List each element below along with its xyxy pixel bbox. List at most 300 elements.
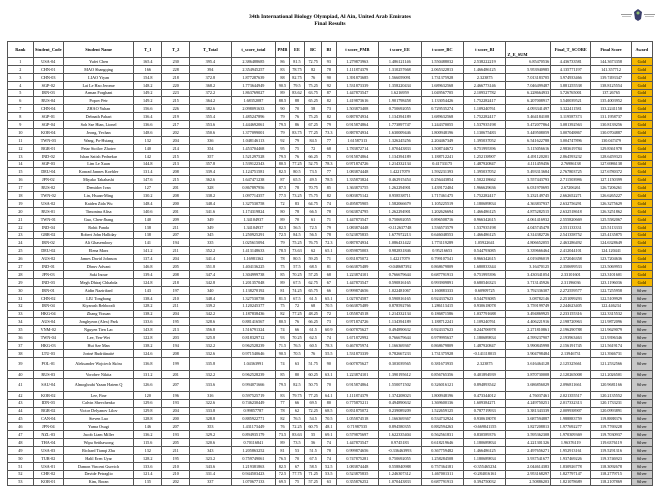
t-total-cell: 349 xyxy=(190,215,231,223)
award-badge: Silver xyxy=(631,439,652,447)
t1-cell: 120 xyxy=(134,391,162,399)
column-header[interactable]: t score_PMB xyxy=(336,42,378,58)
t2-cell: 203 xyxy=(162,334,190,342)
t-score-pmb-cell: 1.083874448 xyxy=(336,168,378,176)
student-code-cell: CHN-01 xyxy=(33,65,63,73)
t-score-ee-cell: 1.262294901 xyxy=(379,184,421,192)
column-header[interactable]: Rank xyxy=(8,42,34,58)
z-e-sum-cell: 5.449508059 xyxy=(506,129,551,137)
final-score-cell: 121.9396346 xyxy=(591,334,631,342)
t-score-pmb-cell: 0.943874795 xyxy=(336,207,378,215)
z-e-sum-cell: 2.271810861 xyxy=(506,326,551,334)
award-badge: Silver xyxy=(631,462,652,470)
t-score-bc-cell: 1.536573579 xyxy=(421,223,463,231)
t-score-pmb-cell: 1.223874101 xyxy=(336,271,378,279)
bi-cell: 92 xyxy=(322,81,337,89)
final-t-score-cell: 2.096811661 xyxy=(551,378,591,391)
student-code-cell: VNM-02 xyxy=(33,326,63,334)
rank-cell: 16 xyxy=(8,176,34,184)
final-t-score-cell: 2.193963463 xyxy=(551,334,591,342)
z-e-sum-cell: 5.464184108 xyxy=(506,113,551,121)
column-header[interactable]: T_1 xyxy=(134,42,162,58)
t-score-ee-cell: 0.766679644 xyxy=(379,271,421,279)
award-badge: Gold xyxy=(631,136,652,144)
t-total-cell: 349 xyxy=(190,223,231,231)
award-badge: Silver xyxy=(631,431,652,439)
ee-cell: 83.63 xyxy=(289,431,305,439)
t-score-ee-cell: 1.6216959 xyxy=(379,89,421,97)
bc-cell: 58.5 xyxy=(305,462,322,470)
column-header[interactable]: BC xyxy=(305,42,322,58)
t-score-total-cell: 2.354945257 xyxy=(231,65,276,73)
student-name-cell: Victor Delyanov Lilov xyxy=(63,407,133,415)
student-name-cell: Popov Petr xyxy=(63,97,133,105)
student-name-cell: Arman Forghani xyxy=(63,89,133,97)
bi-cell: 90 xyxy=(322,73,337,81)
rank-cell: 46 xyxy=(8,423,34,431)
t-score-pmb-cell: 1.363873755 xyxy=(336,184,378,192)
t-score-bc-cell: 1.258284508 xyxy=(421,454,463,462)
t-score-bc-cell: 1.522659125 xyxy=(421,407,463,415)
student-name-cell: Kim, Boran xyxy=(63,478,133,486)
final-t-score-cell: 2.244623405 xyxy=(551,302,591,310)
t-score-bc-cell: 1.369600136 xyxy=(421,399,463,407)
table-row xyxy=(8,439,653,447)
t-score-pmb-cell: 1.447873547 xyxy=(336,278,378,286)
rank-cell: 31 xyxy=(8,294,34,302)
student-name-cell: Jonghyeon (Alex) Park xyxy=(63,318,133,326)
t2-cell: 201 xyxy=(162,207,190,215)
z-e-sum-cell: 2.50886203 xyxy=(506,478,551,486)
final-t-score-cell: 2.555820669 xyxy=(551,215,591,223)
t2-cell: 219 xyxy=(162,113,190,121)
final-t-score-cell: 2.31196036 xyxy=(551,278,591,286)
final-t-score-cell: 2.009938907 xyxy=(551,407,591,415)
t-score-bi-cell: 1.466486125 xyxy=(463,231,505,239)
bc-cell: 60.25 xyxy=(305,370,322,378)
ee-cell: 70.25 xyxy=(289,271,305,279)
table-row xyxy=(8,223,653,231)
t-score-ee-cell: 1.677972213 xyxy=(379,231,421,239)
pmb-cell: 75 xyxy=(276,302,289,310)
column-header[interactable]: BI xyxy=(322,42,337,58)
t-score-bc-cell: 1.049567705 xyxy=(421,89,463,97)
pmb-cell: 87 xyxy=(276,176,289,184)
column-header[interactable]: T_2 xyxy=(162,42,190,58)
t-score-bc-cell: 1.550488032 xyxy=(421,58,463,66)
z-e-sum-cell: 3.687594887 xyxy=(506,415,551,423)
ee-cell: 62 xyxy=(289,407,305,415)
t-score-ee-cell: 0.494890632 xyxy=(379,326,421,334)
pmb-cell: 79 xyxy=(276,113,289,121)
t-score-ee-cell: -0.112637748 xyxy=(379,223,421,231)
t-score-bc-cell: 0.757364181 xyxy=(421,462,463,470)
table-row xyxy=(8,105,653,113)
t-score-bi-cell: 1.680833344 xyxy=(463,263,505,271)
bc-cell: 63.75 xyxy=(305,89,322,97)
award-badge: Gold xyxy=(631,176,652,184)
column-header[interactable]: EE xyxy=(289,42,305,58)
t-total-cell: 340 xyxy=(190,286,231,294)
column-header[interactable]: t score_BI xyxy=(463,42,505,58)
column-header[interactable]: Final_T_SCORE xyxy=(551,42,591,58)
t-score-ee-cell: 1.582066679 xyxy=(379,200,421,208)
table-row xyxy=(8,144,653,152)
pmb-cell: 79.5 xyxy=(276,152,289,160)
student-name-cell: Soh Sze Hian, Lionel xyxy=(63,121,133,129)
ee-cell: 73.5 xyxy=(289,439,305,447)
table-row xyxy=(8,81,653,89)
ee-cell: 76.5 xyxy=(289,415,305,423)
t2-cell: 210 xyxy=(162,470,190,478)
z-e-sum-cell: 4.76037461 xyxy=(506,391,551,399)
pmb-cell: 80 xyxy=(276,207,289,215)
pmb-cell: 81.5 xyxy=(276,294,289,302)
t-score-total-cell: 0.971540646 xyxy=(231,349,276,357)
title-text: 34th International Biology Olympiad, Al Ain, United Arab Emirates xyxy=(249,14,411,20)
rank-cell: 30 xyxy=(8,286,34,294)
table-row xyxy=(8,286,653,294)
t2-cell: 218 xyxy=(162,278,190,286)
table-row xyxy=(8,247,653,255)
t-score-ee-cell: 0.782667233 xyxy=(379,349,421,357)
t-score-bi-cell: 1.180689834 xyxy=(463,334,505,342)
z-e-sum-cell: 3.339666464 xyxy=(506,247,551,255)
award-badge: Gold xyxy=(631,271,652,279)
t-score-bc-cell: 0.381673935 xyxy=(421,357,463,370)
student-name-cell: Vorobev Nikita xyxy=(63,370,133,378)
award-badge: Gold xyxy=(631,73,652,81)
t-total-cell: 336 xyxy=(190,136,231,144)
pmb-cell: 69.5 xyxy=(276,478,289,486)
bi-cell: 70 xyxy=(322,378,337,391)
rank-cell: 40 xyxy=(8,370,34,378)
t-score-total-cell: 1.404136225 xyxy=(231,263,276,271)
pmb-cell: 78 xyxy=(276,407,289,415)
final-t-score-cell: 2.67206261 xyxy=(551,184,591,192)
table-row xyxy=(8,278,653,286)
table-row xyxy=(8,478,653,486)
table-row xyxy=(8,89,653,97)
ee-cell: 82.5 xyxy=(289,378,305,391)
t-score-ee-cell: 1.262294901 xyxy=(379,207,421,215)
z-e-sum-cell: 4.363837937 xyxy=(506,200,551,208)
column-header[interactable]: PMB xyxy=(276,42,289,58)
bi-cell: 67 xyxy=(322,278,337,286)
t-score-bc-cell: 0.687791913 xyxy=(421,271,463,279)
t1-cell: 139.4 xyxy=(134,271,162,279)
bi-cell: 66 xyxy=(322,286,337,294)
pmb-cell: 71.5 xyxy=(276,342,289,350)
t2-cell: 194 xyxy=(162,239,190,247)
t-score-pmb-cell: 1.279873963 xyxy=(336,58,378,66)
column-header[interactable]: Award xyxy=(631,42,652,58)
rank-cell: 15 xyxy=(8,168,34,176)
bi-cell: 87 xyxy=(322,89,337,97)
award-badge: Gold xyxy=(631,168,652,176)
final-t-score-cell: 2.662652271 xyxy=(551,192,591,200)
final-score-cell: 119.6376119 xyxy=(591,439,631,447)
column-header[interactable]: Final Score xyxy=(591,42,631,58)
award-badge: Silver xyxy=(631,349,652,357)
rank-cell: 52 xyxy=(8,470,34,478)
t-score-total-cell: 1.219381863 xyxy=(231,462,276,470)
t1-cell: 136.2 xyxy=(134,431,162,439)
t-score-ee-cell: 1.622335404 xyxy=(379,431,421,439)
student-code-cell: IRN-02 xyxy=(33,239,63,247)
t-total-cell: 352.2 xyxy=(190,247,231,255)
student-name-cell: Aleksander Wojciech Skóra xyxy=(63,357,133,370)
t-score-bc-cell: 0.979995637 xyxy=(421,334,463,342)
final-t-score-cell: 2.120265008 xyxy=(551,370,591,378)
t-score-pmb-cell: 0.607875627 xyxy=(336,326,378,334)
t1-cell: 148.4 xyxy=(134,200,162,208)
ee-cell: 81.5 xyxy=(289,58,305,66)
t-total-cell: 394 xyxy=(190,65,231,73)
t-score-bi-cell: 1.487920847 xyxy=(463,160,505,168)
t-score-pmb-cell: 0.607875627 xyxy=(336,357,378,370)
table-row xyxy=(8,97,653,105)
t-score-pmb-cell: 1.223874101 xyxy=(336,370,378,378)
rank-cell: 27 xyxy=(8,263,34,271)
t-score-total-cell: 1.048146113 xyxy=(231,136,276,144)
t2-cell: 204 xyxy=(162,255,190,263)
award-badge: Silver xyxy=(631,378,652,391)
student-name-cell: Hui Sze Man xyxy=(63,342,133,350)
t-total-cell: 325.8 xyxy=(190,334,231,342)
t1-cell: 131.4 xyxy=(134,168,162,176)
award-badge: Silver xyxy=(631,370,652,378)
table-row xyxy=(8,294,653,302)
t-score-bi-cell: 0.751995396 xyxy=(463,144,505,152)
t-score-pmb-cell: 0.971874726 xyxy=(336,318,378,326)
student-name-cell: Ali Ghasemlooy xyxy=(63,239,133,247)
rank-cell: 35 xyxy=(8,326,34,334)
t1-cell: 133.6 xyxy=(134,462,162,470)
ee-cell: 65.5 xyxy=(289,176,305,184)
student-code-cell: SGP-01 xyxy=(33,113,63,121)
column-header[interactable]: Z_E_SUM xyxy=(506,42,551,58)
subtitle-text: Final Results xyxy=(314,21,346,27)
student-name-cell: Davide Petraglio xyxy=(63,470,133,478)
ee-cell: 67.5 xyxy=(289,278,305,286)
rank-cell: 43 xyxy=(8,399,34,407)
final-score-cell: 126.3275629 xyxy=(591,200,631,208)
t-score-bi-cell: 1.502218662 xyxy=(463,176,505,184)
bc-cell: 76 xyxy=(305,349,322,357)
pmb-cell: 83 xyxy=(276,65,289,73)
student-code-cell: SGP-02 xyxy=(33,81,63,89)
final-t-score-cell: 1.988883759 xyxy=(551,415,591,423)
student-name-cell: Kiyarash Behboodi xyxy=(63,302,133,310)
column-header[interactable]: t score_BC xyxy=(421,42,463,58)
bi-cell: 82 xyxy=(322,192,337,200)
final-score-cell: 120.1733231 xyxy=(591,399,631,407)
bc-cell: 70.75 xyxy=(305,184,322,192)
t-total-cell: 332.2 xyxy=(190,342,231,350)
ee-cell: 75 xyxy=(289,144,305,152)
t1-cell: 138.4 xyxy=(134,294,162,302)
z-e-sum-cell: 2.044614383 xyxy=(506,462,551,470)
t-score-total-cell: 2.098091633 xyxy=(231,105,276,113)
final-score-cell: 130.0704887 xyxy=(591,129,631,137)
rank-cell: 39 xyxy=(8,357,34,370)
z-e-sum-cell: 5.472077864 xyxy=(506,121,551,129)
document-title xyxy=(0,14,660,28)
column-header[interactable]: t score_EE xyxy=(379,42,421,58)
award-badge: Silver xyxy=(631,294,652,302)
t-score-total-cell: 1.34104937 xyxy=(231,223,276,231)
bc-cell: 62.5 xyxy=(305,334,322,342)
pmb-cell: 74 xyxy=(276,326,289,334)
t-score-pmb-cell: 0.859875003 xyxy=(336,247,378,255)
t-total-cell: 347.4 xyxy=(190,271,231,279)
student-code-cell: CHN-03 xyxy=(33,73,63,81)
student-name-cell: Lee, Yen-Wei xyxy=(63,334,133,342)
table-row xyxy=(8,318,653,326)
bc-cell: 54.5 xyxy=(305,415,322,423)
t2-cell: 202 xyxy=(162,129,190,137)
t-score-bi-cell: 1.466486125 xyxy=(463,207,505,215)
t2-cell: 214 xyxy=(162,144,190,152)
award-badge: Gold xyxy=(631,81,652,89)
z-e-sum-cell: 3.557443793 xyxy=(506,176,551,184)
student-code-cell: KOR-01 xyxy=(33,478,63,486)
column-header[interactable]: t_score_total xyxy=(231,42,276,58)
t-score-bi-cell: 0.787719933 xyxy=(463,407,505,415)
final-score-cell: 124.120441 xyxy=(591,247,631,255)
student-code-cell: RUS-01 xyxy=(33,207,63,215)
award-badge: Silver xyxy=(631,415,652,423)
student-code-cell: CHN-04 xyxy=(33,105,63,113)
t-score-bc-cell: 0.993909891 xyxy=(421,278,463,286)
t-score-bi-cell: 0.401894939 xyxy=(463,370,505,378)
pmb-cell: 85 xyxy=(276,370,289,378)
t-score-pmb-cell: 1.783872714 xyxy=(336,144,378,152)
t-score-total-cell: 1.444692061 xyxy=(231,121,276,129)
rank-cell: 37 xyxy=(8,342,34,350)
bi-cell: 77 xyxy=(322,136,337,144)
student-name-cell: Damon Vincent Gurvich xyxy=(63,462,133,470)
pmb-cell: 82 xyxy=(276,415,289,423)
t-total-cell: 339.4 xyxy=(190,168,231,176)
pmb-cell: 75 xyxy=(276,263,289,271)
t-score-bi-cell: 0.930618078 xyxy=(463,415,505,423)
t-score-total-cell: 1.877287639 xyxy=(231,73,276,81)
z-e-sum-cell: 5.953940985 xyxy=(506,65,551,73)
z-e-sum-cell: 3.381343339 xyxy=(506,407,551,415)
t-score-ee-cell: 1.134394189 xyxy=(379,152,421,160)
student-code-cell: AUS-02 xyxy=(33,255,63,263)
student-code-cell: USA-02 xyxy=(33,200,63,208)
z-e-sum-cell: 3.870730008 xyxy=(506,370,551,378)
column-header[interactable]: Student_Code xyxy=(33,42,63,58)
final-t-score-cell: 2.983619784 xyxy=(551,144,591,152)
student-name-cell: Calvin Shevchenko xyxy=(63,399,133,407)
bi-cell: 68 xyxy=(322,271,337,279)
t-score-ee-cell: 1.42217079 xyxy=(379,168,421,176)
bc-cell: 51.5 xyxy=(305,446,322,454)
t-score-ee-cell: 1.901798458 xyxy=(379,97,421,105)
bc-cell: 72 xyxy=(305,144,322,152)
student-code-cell: SAU-04 xyxy=(33,378,63,391)
pmb-cell: 95 xyxy=(276,144,289,152)
student-name-cell: Megh Dhiraj Chhabda xyxy=(63,278,133,286)
t1-cell: 133.6 xyxy=(134,318,162,326)
t-score-ee-cell: 1.246307312 xyxy=(379,470,421,478)
t-score-ee-cell: 1.166369367 xyxy=(379,415,421,423)
final-score-cell: 137.26765 xyxy=(591,89,631,97)
t-score-pmb-cell: 1.027874587 xyxy=(336,294,378,302)
t-score-ee-cell: 0.878592766 xyxy=(379,302,421,310)
t-score-bc-cell: 0.326016121 xyxy=(421,378,463,391)
t-total-cell: 355.4 xyxy=(190,113,231,121)
t-score-total-cell: 1.025615094 xyxy=(231,239,276,247)
table-row xyxy=(8,470,653,478)
t-total-cell: 357.8 xyxy=(190,160,231,168)
t-total-cell: 343.6 xyxy=(190,462,231,470)
t-score-bc-cell: 0.562561831 xyxy=(421,431,463,439)
column-header[interactable]: Student Name xyxy=(63,42,133,58)
t-score-bc-cell: 1.717461475 xyxy=(421,192,463,200)
z-e-sum-cell: 3.494869925 xyxy=(506,310,551,318)
student-code-cell: POL-01 xyxy=(33,357,63,370)
t2-cell: 194 xyxy=(162,342,190,350)
table-row xyxy=(8,231,653,239)
t-score-pmb-cell: 1.531873339 xyxy=(336,81,378,89)
student-name-cell: Yuma Osugi xyxy=(63,423,133,431)
column-header[interactable]: T_Total xyxy=(190,42,231,58)
t1-cell: 149.2 xyxy=(134,97,162,105)
t-score-ee-cell: 1.486121146 xyxy=(379,58,421,66)
z-e-sum-cell: 4.221301326 xyxy=(506,439,551,447)
t2-cell: 223 xyxy=(162,89,190,97)
student-code-cell: BGR-02 xyxy=(33,407,63,415)
student-name-cell: Demidov Ivan xyxy=(63,184,133,192)
t-score-pmb-cell: 1.503873408 xyxy=(336,105,378,113)
t-score-bi-cell: 1.752282417 xyxy=(463,97,505,105)
t-score-bi-cell: 1.180689834 xyxy=(463,439,505,447)
ee-cell: 75 xyxy=(289,478,305,486)
bc-cell: 65.75 xyxy=(305,286,322,294)
bi-cell: 78.3 xyxy=(322,160,337,168)
t2-cell: 205 xyxy=(162,263,190,271)
ee-cell: 70.25 xyxy=(289,334,305,342)
t2-cell: 208 xyxy=(162,168,190,176)
final-score-cell: 119.7030937 xyxy=(591,431,631,439)
ee-cell: 70 xyxy=(289,105,305,113)
student-code-cell: IRN-04 xyxy=(33,302,63,310)
t-score-bi-cell: 1.537935198 xyxy=(463,223,505,231)
table-row xyxy=(8,326,653,334)
t-score-total-cell: 1.773644949 xyxy=(231,81,276,89)
final-score-cell: 124.6328649 xyxy=(591,239,631,247)
t-score-bi-cell: 0.544793085 xyxy=(463,247,505,255)
ee-cell: 79 xyxy=(289,136,305,144)
ee-cell: 79.5 xyxy=(289,81,305,89)
t-total-cell: 372.2 xyxy=(190,89,231,97)
t-score-bc-cell: 1.731375928 xyxy=(421,73,463,81)
z-e-sum-cell: 3.16470125 xyxy=(506,263,551,271)
table-row xyxy=(8,215,653,223)
pmb-cell: 78.5 xyxy=(276,247,289,255)
award-badge: Gold xyxy=(631,160,652,168)
t-score-bi-cell: 0.751995396 xyxy=(463,271,505,279)
table-row xyxy=(8,136,653,144)
t2-cell: 204 xyxy=(162,407,190,415)
t-score-bi-cell: 1.487920847 xyxy=(463,342,505,350)
rank-cell: 5 xyxy=(8,89,34,97)
